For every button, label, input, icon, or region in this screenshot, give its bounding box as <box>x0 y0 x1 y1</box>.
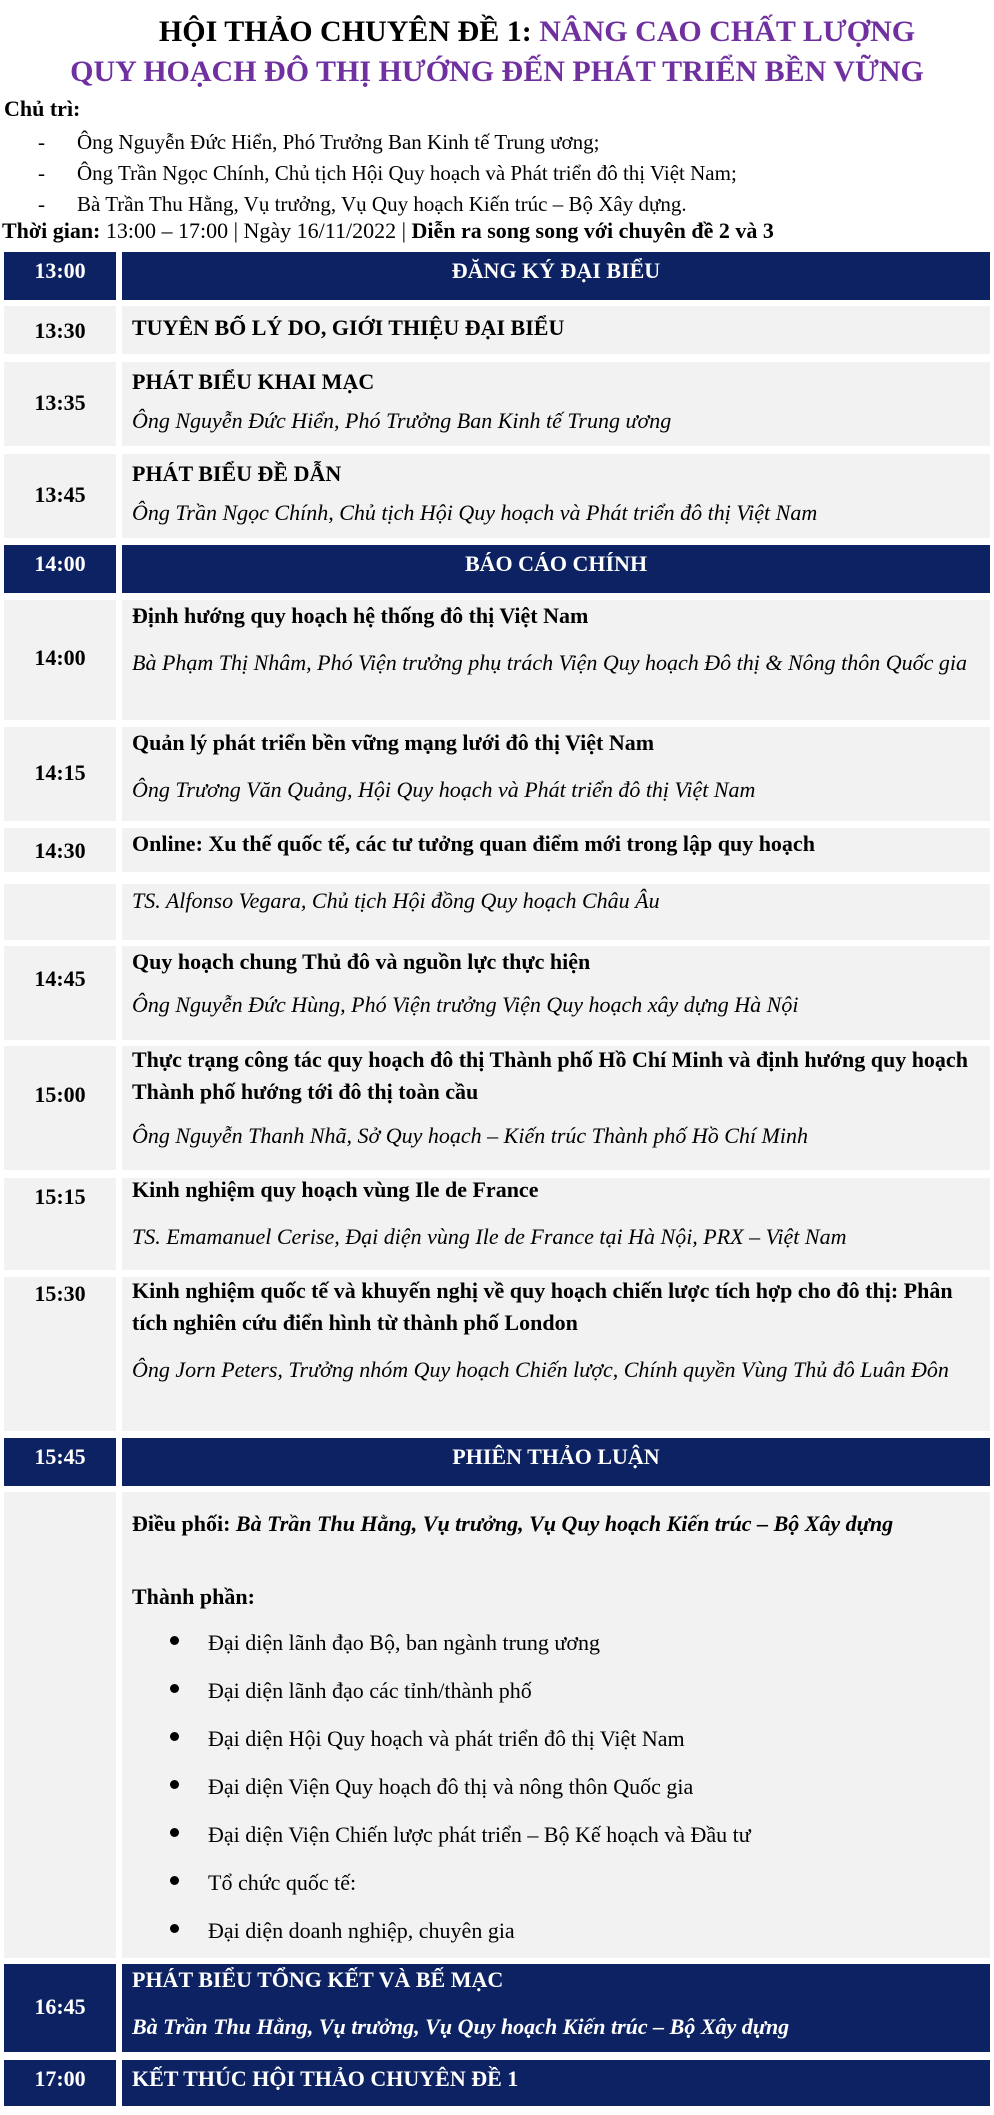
agenda-title: Online: Xu thế quốc tế, các tư tưởng quan điểm mới trong lập quy hoạch <box>132 831 815 856</box>
agenda-time: 15:45 <box>34 1444 86 1469</box>
time-value: 13:00 – 17:00 | Ngày 16/11/2022 | <box>100 218 412 243</box>
agenda-title: TUYÊN BỐ LÝ DO, GIỚI THIỆU ĐẠI BIỂU <box>132 315 565 340</box>
discussion-panel <box>4 1492 990 1958</box>
agenda-time: 14:30 <box>34 838 86 863</box>
bullet-icon <box>170 1780 179 1789</box>
agenda-time: 13:35 <box>34 390 86 415</box>
agenda-row <box>4 1277 990 1431</box>
agenda-row <box>4 1178 990 1270</box>
agenda-speaker: Bà Trần Thu Hằng, Vụ trưởng, Vụ Quy hoạch Kiến trúc – Bộ Xây dựng <box>132 2014 790 2039</box>
bullet-icon <box>170 1732 179 1741</box>
coordinator: Điều phối: Bà Trần Thu Hằng, Vụ trưởng, Vụ Quy hoạch Kiến trúc – Bộ Xây dựng <box>132 1511 894 1536</box>
agenda-row <box>4 454 990 538</box>
agenda-speaker: Bà Phạm Thị Nhâm, Phó Viện trưởng phụ trách Viện Quy hoạch Đô thị & Nông thôn Quốc gia <box>132 650 968 675</box>
section-title: PHIÊN THẢO LUẬN <box>452 1444 660 1469</box>
agenda-row <box>4 1046 990 1170</box>
agenda-speaker: Ông Trương Văn Quảng, Hội Quy hoạch và Phát triển đô thị Việt Nam <box>132 777 756 802</box>
agenda-row <box>4 252 990 300</box>
agenda-row <box>4 828 990 872</box>
bullet-icon <box>170 1684 179 1693</box>
section-title: BÁO CÁO CHÍNH <box>464 551 648 576</box>
agenda-row <box>4 727 990 821</box>
list-item: Tổ chức quốc tế: <box>122 1868 990 1916</box>
agenda-title: KẾT THÚC HỘI THẢO CHUYÊN ĐỀ 1 <box>132 2066 519 2091</box>
agenda-row <box>4 362 990 446</box>
agenda-row <box>4 946 990 1040</box>
agenda-time: 13:45 <box>34 482 86 507</box>
agenda-title: Kinh nghiệm quy hoạch vùng Ile de France <box>132 1177 539 1202</box>
title-prefix: HỘI THẢO CHUYÊN ĐỀ 1: <box>158 15 532 48</box>
agenda-title: PHÁT BIỂU KHAI MẠC <box>132 369 375 394</box>
members-list <box>122 1628 990 1964</box>
agenda-title: Quy hoạch chung Thủ đô và nguồn lực thực hiện <box>132 949 591 974</box>
page-title <box>0 12 994 92</box>
time-label: Thời gian: <box>2 218 101 243</box>
agenda-time: 14:15 <box>34 760 86 785</box>
agenda-time: 15:30 <box>34 1281 86 1306</box>
agenda-title: Thực trạng công tác quy hoạch đô thị Thành phố Hồ Chí Minh và định hướng quy hoạch Thành phố hướng tới đô thị toàn cầu <box>132 1047 968 1104</box>
agenda-title: PHÁT BIỂU TỔNG KẾT VÀ BẾ MẠC <box>132 1967 504 1992</box>
members-label: Thành phần: <box>132 1584 255 1609</box>
agenda-title: Định hướng quy hoạch hệ thống đô thị Việt Nam <box>132 603 589 628</box>
agenda-title: Kinh nghiệm quốc tế và khuyến nghị về quy hoạch chiến lược tích hợp cho đô thị: Phân tích nghiên cứu điển hình từ thành phố London <box>132 1278 953 1335</box>
agenda-time: 13:00 <box>34 258 86 283</box>
list-item: Đại diện Viện Chiến lược phát triển – Bộ Kế hoạch và Đầu tư <box>122 1820 990 1868</box>
agenda-speaker: Ông Nguyễn Đức Hùng, Phó Viện trưởng Viện Quy hoạch xây dựng Hà Nội <box>132 992 799 1017</box>
agenda-time: 16:45 <box>34 1994 86 2019</box>
agenda-time: 15:15 <box>34 1184 86 1209</box>
agenda-speaker: TS. Emamanuel Cerise, Đại diện vùng Ile de France tại Hà Nội, PRX – Việt Nam <box>132 1224 847 1249</box>
agenda-speaker: Ông Jorn Peters, Trưởng nhóm Quy hoạch Chiến lược, Chính quyền Vùng Thủ đô Luân Đôn <box>132 1357 949 1382</box>
agenda-speaker: Ông Nguyễn Đức Hiển, Phó Trưởng Ban Kinh tế Trung ương <box>132 408 672 433</box>
title-highlight: NÂNG CAO CHẤT LƯỢNG <box>539 15 916 48</box>
agenda-title: PHÁT BIỂU ĐỀ DẪN <box>132 461 342 486</box>
agenda-row <box>4 1438 990 1486</box>
time-line <box>2 218 774 244</box>
agenda-time: 17:00 <box>34 2066 86 2091</box>
agenda-time: 15:00 <box>34 1082 86 1107</box>
list-item: Đại diện doanh nghiệp, chuyên gia <box>122 1916 990 1964</box>
agenda-row <box>4 2060 990 2106</box>
list-item: Đại diện lãnh đạo các tỉnh/thành phố <box>122 1676 990 1724</box>
agenda-speaker: TS. Alfonso Vegara, Chủ tịch Hội đồng Quy hoạch Châu Âu <box>132 888 660 913</box>
bullet-icon <box>170 1828 179 1837</box>
agenda-row <box>4 600 990 720</box>
agenda-time: 14:00 <box>34 645 86 670</box>
chair-item: - Bà Trần Thu Hằng, Vụ trưởng, Vụ Quy hoạch Kiến trúc – Bộ Xây dựng. <box>38 192 687 216</box>
agenda-speaker: Ông Trần Ngọc Chính, Chủ tịch Hội Quy hoạch và Phát triển đô thị Việt Nam <box>132 500 818 525</box>
agenda-time: 14:45 <box>34 966 86 991</box>
agenda-speaker: Ông Nguyễn Thanh Nhã, Sở Quy hoạch – Kiến trúc Thành phố Hồ Chí Minh <box>132 1123 808 1148</box>
parallel-note: Diễn ra song song với chuyên đề 2 và 3 <box>411 218 774 243</box>
bullet-icon <box>170 1924 179 1933</box>
list-item: Đại diện Hội Quy hoạch và phát triển đô thị Việt Nam <box>122 1724 990 1772</box>
agenda-row <box>4 545 990 593</box>
list-item: Đại diện Viện Quy hoạch đô thị và nông thôn Quốc gia <box>122 1772 990 1820</box>
chair-item: - Ông Trần Ngọc Chính, Chủ tịch Hội Quy hoạch và Phát triển đô thị Việt Nam; <box>38 161 737 185</box>
agenda-row <box>4 1964 990 2052</box>
agenda-title: Quản lý phát triển bền vững mạng lưới đô thị Việt Nam <box>132 730 655 755</box>
title-line-2: QUY HOẠCH ĐÔ THỊ HƯỚNG ĐẾN PHÁT TRIỂN BỀN VỮNG <box>70 55 924 88</box>
agenda-time: 13:30 <box>34 318 86 343</box>
chair-list <box>0 127 994 220</box>
agenda-time: 14:00 <box>34 551 86 576</box>
bullet-icon <box>170 1876 179 1885</box>
chair-label: Chủ trì: <box>4 96 81 121</box>
section-title: ĐĂNG KÝ ĐẠI BIỂU <box>451 258 661 283</box>
bullet-icon <box>170 1636 179 1645</box>
list-item: Đại diện lãnh đạo Bộ, ban ngành trung ương <box>122 1628 990 1676</box>
agenda-row <box>4 306 990 354</box>
chair-item: - Ông Nguyễn Đức Hiển, Phó Trưởng Ban Kinh tế Trung ương; <box>38 130 600 154</box>
agenda-row <box>4 884 990 940</box>
